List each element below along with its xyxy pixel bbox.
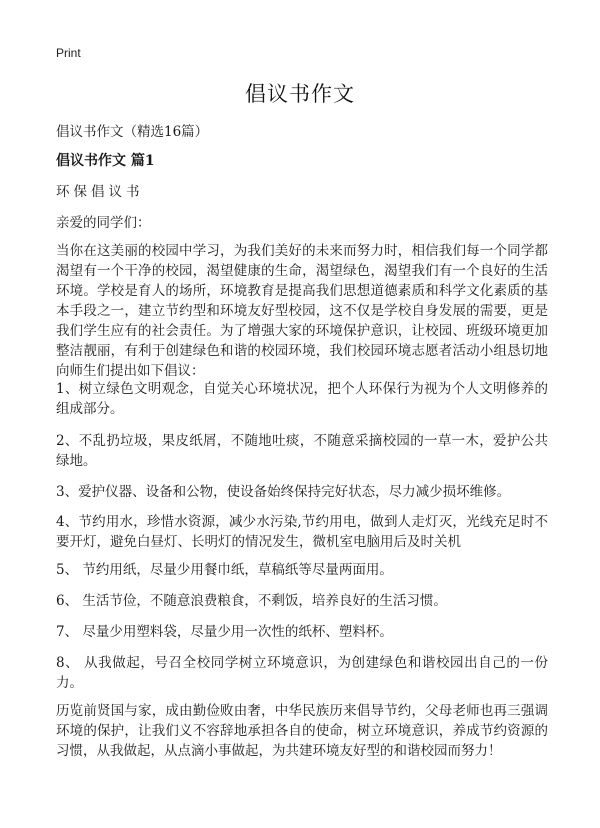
proposal-item-8: 8、 从我做起，号召全校同学树立环境意识，为创建绿色和谐校园出自己的一份力。 [56,655,548,691]
document-title: 倡议书作文 [245,82,355,106]
proposal-item-2: 2、不乱扔垃圾，果皮纸屑，不随地吐痰，不随意采摘校园的一草一木，爱护公共绿地。 [56,433,548,469]
intro-paragraph: 当你在这美丽的校园中学习，为我们美好的未来而努力时，相信我们每一个同学都渴望有一个干净的校园，渴望健康的生命，渴望绿色，渴望我们有一个良好的生活环境。学校是育人的场所，环境教育是提高我们思想道德素质和科学文化素质的基本手段之一，建立节约型和环境友好型校园，这不仅是学校自身发展的需要，更是我们学生应有的社会责任。为了增强大家的环境保护意识，让校园、班级环境更加整洁靓丽，有利于创建绿色和谐的校园环境，我们校园环境志愿者活动小组恳切地向师生们提出如下倡议： [56,243,548,379]
print-label[interactable]: Print [56,46,81,60]
salutation: 亲爱的同学们： [56,215,151,231]
proposal-item-5: 5、 节约用纸，尽量少用餐巾纸，草稿纸等尽量两面用。 [56,562,393,578]
closing-paragraph: 历览前贤国与家，成由勤俭败由奢，中华民族历来倡导节约，父母老师也再三强调环境的保护，让我们义不容辞地承担各自的使命，树立环境意识，养成节约资源的习惯，从我做起，从点滴小事做起，为共建环境友好型的和谐校园而努力！ [56,703,548,759]
section-heading: 倡议书作文 篇1 [56,153,155,169]
document-subtitle: 倡议书作文（精选16篇） [56,124,209,140]
proposal-item-4: 4、节约用水，珍惜水资源，减少水污染,节约用电，做到人走灯灭，光线充足时不要开灯，避免白昼灯、长明灯的情况发生，微机室电脑用后及时关机 [56,514,548,550]
proposal-item-1: 1、树立绿色文明观念，自觉关心环境状况，把个人环保行为视为个人文明修养的组成部分。 [56,381,548,417]
proposal-item-6: 6、 生活节俭，不随意浪费粮食，不剩饭，培养良好的生活习惯。 [56,593,447,609]
proposal-item-7: 7、 尽量少用塑料袋，尽量少用一次性的纸杯、塑料杯。 [56,624,393,640]
letter-title: 环保倡议书 [56,184,144,200]
proposal-item-3: 3、爱护仪器、设备和公物，使设备始终保持完好状态，尽力减少损坏维修。 [56,484,511,500]
